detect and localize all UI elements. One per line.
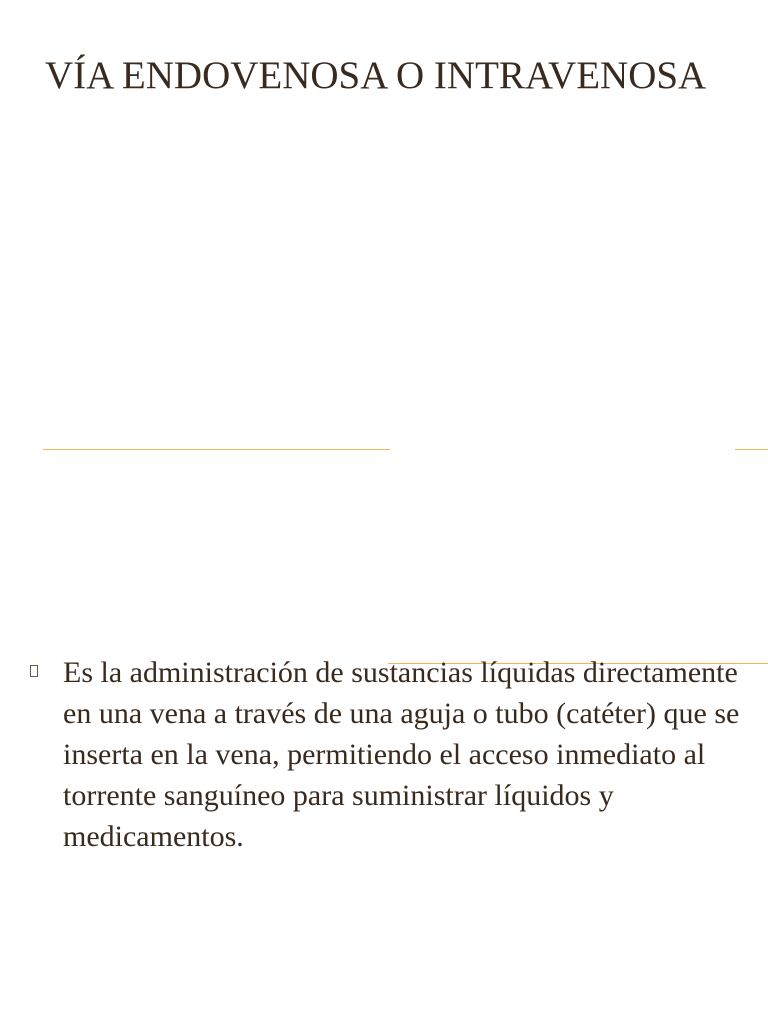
slide-title: VÍA ENDOVENOSA O INTRAVENOSA xyxy=(45,54,707,97)
divider-line-right xyxy=(735,449,768,450)
divider-line-left xyxy=(43,449,390,450)
bullet-icon xyxy=(30,665,38,677)
bullet-text: Es la administración de sustancias líquidas directamente en una vena a través de una aguja o tubo (catéter) que se inserta en la vena, permitiendo el acceso inmediato al torrente sanguíneo para suministrar líquidos y medicamentos. xyxy=(63,656,740,853)
